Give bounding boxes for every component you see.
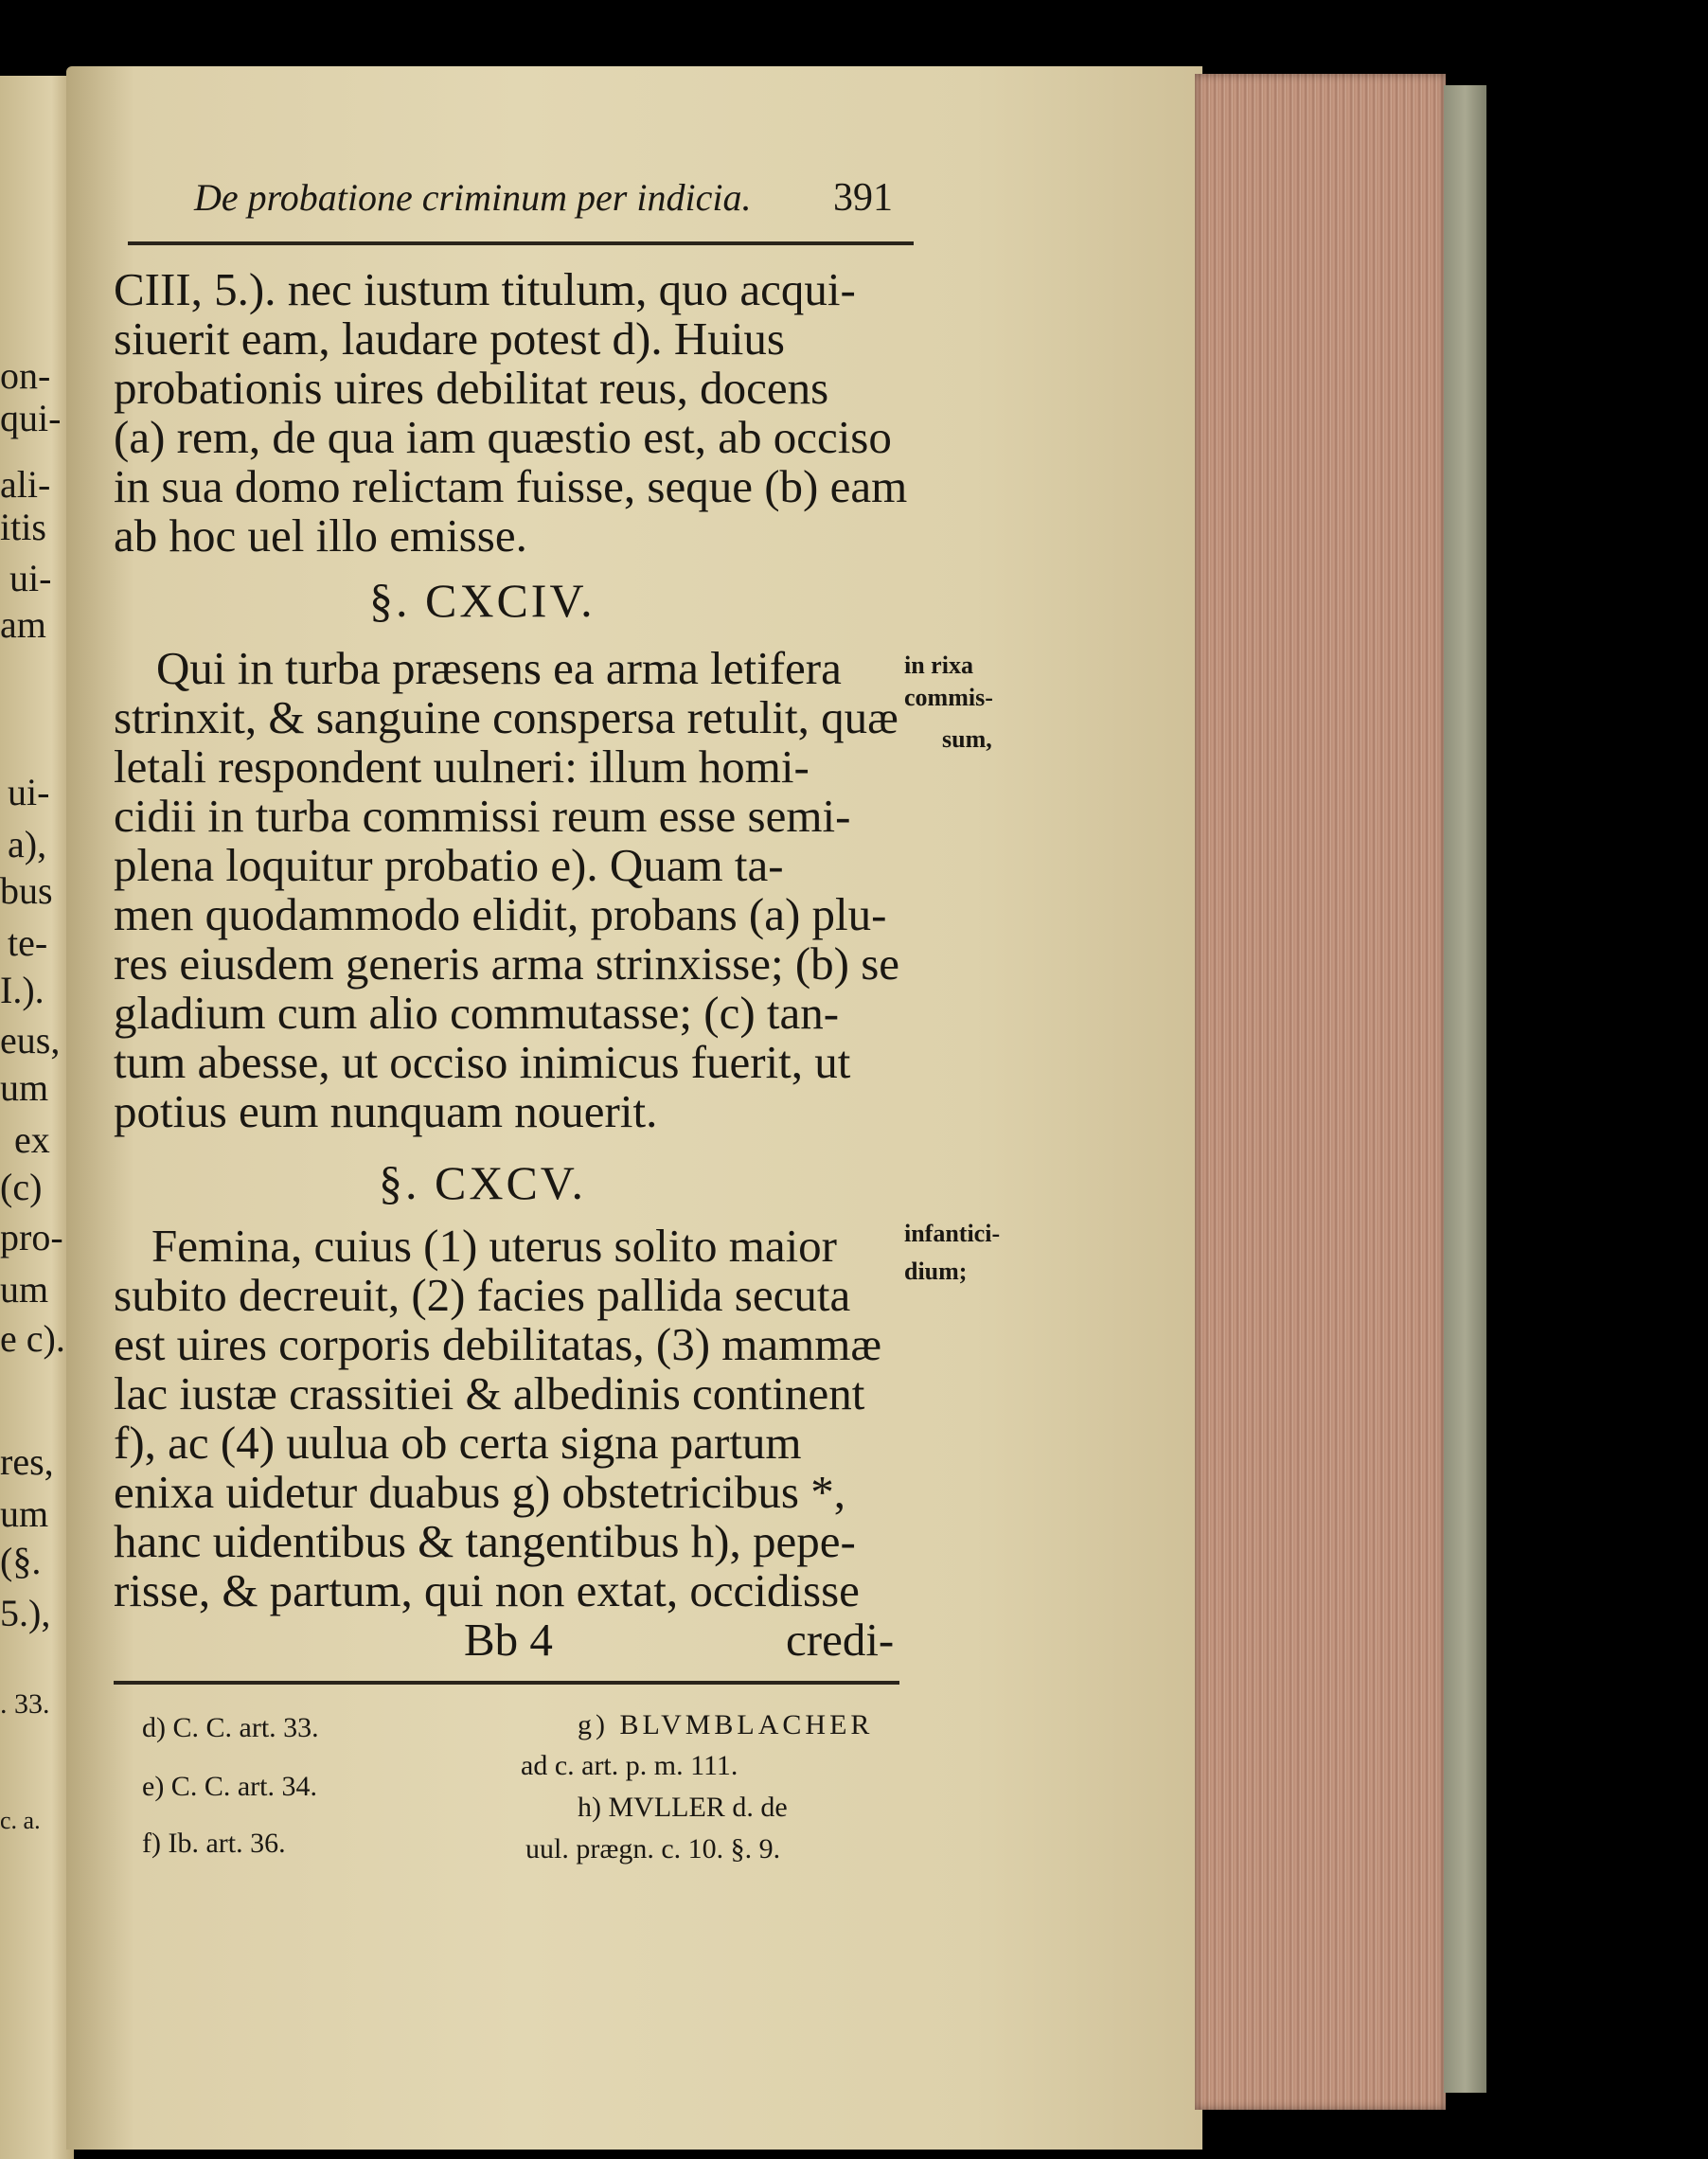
text-line: gladium cum alio commutasse; (c) tan- [114,987,840,1039]
prev-fragment: am [0,603,46,646]
text-line: Qui in turba præsens ea arma letifera [156,642,842,694]
prev-fragment: eus, [0,1019,61,1062]
prev-fragment: on- [0,354,51,397]
prev-fragment: um [0,1268,49,1311]
prev-fragment: te- [8,921,48,964]
text-line: hanc uidentibus & tangentibus h), pepe- [114,1515,856,1567]
text-line: Femina, cuius (1) uterus solito maior [151,1220,837,1272]
text-line: CIII, 5.). nec iustum titulum, quo acqui- [114,263,856,315]
margin-note-line: in rixa [904,651,973,679]
prev-fragment: pro- [0,1216,63,1258]
prev-fragment: um [0,1066,49,1109]
prev-fragment: ui- [9,557,52,599]
prev-fragment: . 33. [0,1688,50,1720]
margin-note-line: sum, [942,725,992,753]
footnote: f) Ib. art. 36. [142,1828,286,1859]
text-line: probationis uires debilitat reus, docens [114,362,829,414]
footnote: e) C. C. art. 34. [142,1771,317,1802]
page-number: 391 [833,176,893,220]
text-line: est uires corporis debilitatas, (3) mammæ [114,1318,882,1370]
text-line: men quodammodo elidit, probans (a) plu- [114,888,887,940]
prev-fragment: I.). [0,969,44,1011]
prev-fragment: ui- [8,771,50,813]
footnote: uul. prægn. c. 10. §. 9. [525,1833,781,1865]
text-line: letali respondent uulneri: illum homi- [114,740,810,793]
prev-fragment: qui- [0,397,62,439]
footnote: g) BLVMBLACHER [578,1709,874,1740]
footnote: d) C. C. art. 33. [142,1712,319,1743]
section-heading: §. CXCIV. [369,574,596,627]
prev-fragment: c. a. [0,1807,41,1834]
footnote: ad c. art. p. m. 111. [521,1750,738,1781]
text-line: risse, & partum, qui non extat, occidisse [114,1564,860,1616]
margin-note-line: commis- [904,684,993,711]
text-line: strinxit, & sanguine conspersa retulit, quæ [114,691,898,743]
prev-fragment: ali- [0,463,51,506]
text-line: subito decreuit, (2) facies pallida secuta [114,1269,851,1321]
prev-fragment: 5.), [0,1592,51,1634]
prev-fragment: um [0,1492,49,1535]
text-line: in sua domo relictam fuisse, seque (b) eam [114,460,908,512]
footnote: h) MVLLER d. de [578,1792,788,1823]
text-line: (a) rem, de qua iam quæstio est, ab occiso [114,411,892,463]
header-rule [128,241,914,245]
text-line: res eiusdem generis arma strinxisse; (b) se [114,937,900,990]
prev-fragment: res, [0,1440,54,1483]
prev-fragment: e c). [0,1317,65,1360]
book-cover-edge [1444,85,1486,2093]
book-fore-edge [1195,74,1446,2110]
catchword: credi- [786,1614,895,1666]
text-line: enixa uidetur duabus g) obstetricibus *, [114,1466,845,1518]
prev-fragment: itis [0,506,46,548]
signature-mark: Bb 4 [464,1614,553,1666]
text-line: ab hoc uel illo emisse. [114,509,527,562]
margin-note-line: infantici- [904,1220,1001,1247]
prev-fragment: bus [0,869,53,912]
text-line: plena loquitur probatio e). Quam ta- [114,839,784,891]
text-line: potius eum nunquam nouerit. [114,1085,658,1137]
prev-fragment: (c) [0,1166,43,1208]
prev-fragment: ex [14,1118,50,1161]
section-heading: §. CXCV. [379,1156,586,1209]
text-line: lac iustæ crassitiei & albedinis continent [114,1367,865,1419]
text-line: tum abesse, ut occiso inimicus fuerit, ut [114,1036,851,1088]
text-line: f), ac (4) uulua ob certa signa partum [114,1417,802,1469]
text-line: cidii in turba commissi reum esse semi- [114,790,851,842]
text-line: siuerit eam, laudare potest d). Huius [114,312,785,365]
prev-fragment: a), [8,823,47,865]
prev-fragment: (§. [0,1540,42,1582]
footnote-rule [114,1681,899,1685]
running-head-title: De probatione criminum per indicia. [194,176,752,219]
margin-note-line: dium; [904,1258,968,1285]
